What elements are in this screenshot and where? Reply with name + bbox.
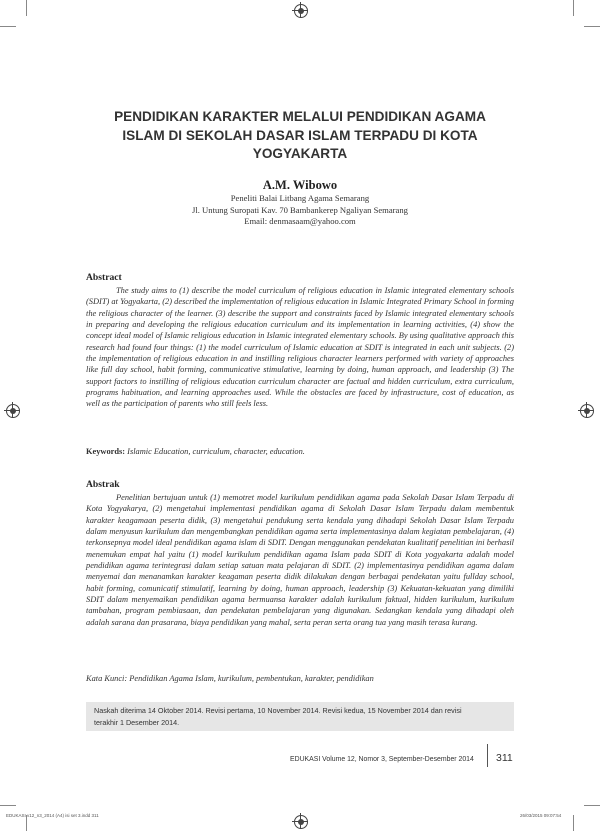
submission-info-box xyxy=(86,702,514,731)
crop-mark xyxy=(0,805,16,806)
footer-divider xyxy=(487,744,488,767)
crop-mark xyxy=(584,26,600,27)
registration-mark-top xyxy=(294,4,308,18)
affiliation-institution: Peneliti Balai Litbang Agama Semarang xyxy=(230,193,370,203)
abstrak-heading: Abstrak xyxy=(86,479,120,490)
title-line: ISLAM DI SEKOLAH DASAR ISLAM TERPADU DI KOTA xyxy=(122,127,478,143)
keywords-label: Keywords: xyxy=(86,447,126,456)
journal-footer: EDUKASI Volume 12, Nomor 3, September-Desember 2014 xyxy=(290,756,474,763)
keywords xyxy=(86,447,514,456)
crop-mark xyxy=(573,0,574,16)
abstract-text: The study aims to (1) describe the model curriculum of religious education in Islamic integrated elementary schools (SDIT) at Yogyakarta, (2) described the implementation of religious education in Islamic Integrated Primary School in forming the religious character of the learner. (3) describe the support and constraints faced by Islamic integrated elementary schools in preparing and developing the religious education curriculum and its implementation in learning activities, (4) show the concept ideal model of Islamic religious education in Islamic integrated elementary schools. By using qualitative approach this research had found four things: (1) the model curriculum of Islamic education at SDIT is integrated in each unit subjects. (2) the implementation of religious education in and instilling religious character learners performed with variety of approaches like full day school, habit forming, communicative stimulative, learning by doing, human approach, and leadership (3) The support factors to instilling of religious education curriculum character are factual and hidden curriculum, extra curriculum, programs habituation, and learning approaches used. While the obstacles are faced by infrastructure, cost of education, as well as the participation of parents who still feels less. xyxy=(86,286,514,409)
submission-line: terakhir 1 Desember 2014. xyxy=(94,717,180,727)
affiliation-email: Email: denmasaam@yahoo.com xyxy=(244,216,356,226)
registration-mark-left xyxy=(6,404,20,418)
author-name: A.M. Wibowo xyxy=(262,178,338,192)
registration-mark-bottom xyxy=(294,815,308,829)
author-affiliation xyxy=(0,193,600,228)
paper-title xyxy=(80,108,520,164)
submission-line: Naskah diterima 14 Oktober 2014. Revisi pertama, 10 November 2014. Revisi kedua, 15 November 2014 dan revisi xyxy=(94,706,462,715)
crop-mark xyxy=(573,815,574,831)
abstract-heading: Abstract xyxy=(86,272,122,283)
affiliation-address: Jl. Untung Suropati Kav. 70 Bambankerep Ngaliyan Semarang xyxy=(192,204,408,215)
title-line: YOGYAKARTA xyxy=(252,146,348,161)
crop-mark xyxy=(584,805,600,806)
crop-mark xyxy=(0,26,16,27)
crop-mark xyxy=(26,0,27,16)
registration-mark-right xyxy=(580,404,594,418)
title-line: PENDIDIKAN KARAKTER MELALUI PENDIDIKAN AGAMA xyxy=(114,109,486,124)
kata-kunci-value: Kata Kunci: Pendidikan Agama Islam, kurikulum, pembentukan, karakter, pendidikan xyxy=(86,674,374,683)
print-slug-date: 26/03/2015 09:07:54 xyxy=(520,813,562,818)
kata-kunci xyxy=(86,674,514,683)
print-slug-file: EDUKASI v12_n3_2014 (A4) isi set 3.indd 311 xyxy=(6,813,99,818)
page-number: 311 xyxy=(496,752,513,764)
keywords-value: Islamic Education, curriculum, character, education. xyxy=(127,447,305,456)
submission-dates xyxy=(94,705,506,728)
abstrak-text: Penelitian bertujuan untuk (1) memotret model kurikulum pendidikan agama pada Sekolah Dasar Islam Terpadu di Kota Yogyakarya, (2) mengetahui implementasi pendidikan agama di Sekolah Dasar Islam Terpadu dalam membentuk karakter keagamaan peserta didik, (3) mengetahui pendukung serta kendala yang dihadapi Sekolah Dasar Islam Terpadu dalam menyusun kurikulum dan mengembangkan pendidikan agama serta implementasinya dalam kegiatan pembelajaran, (4) terkonsepnya model ideal pendidikan agama islam di SDIT. Dengan menggunakan pendekatan kualitatif penelitian ini berhasil menemukan empat hal yaitu (1) model kurikulum pendidikan agama Islam pada SDIT di Kota yogyakarta adalah model pendidikan agama terintegrasi dalam setiap satuan mata pelajaran di SDIT. (2) implementasinya pendidikan agama dalam menyemai dan menanamkan karakter keagaman peserta didik dilakukan dengan berbagai pendekatan yaitu fullday school, habit forming, comunicatif stimulatif, learning by doing, human approach, leadership (3) Kekuatan-kekuatan yang dimiliki SDIT dalam menyemaikan pendidikan agama bermuansa karakter adalah kurikulum faktual, hidden kurikulum, kurikulum tambahan, program pembiasaan, dan pendekatan pembelajaran yang digunakan. Sedangkan kendala yang dihadapi oleh adalah sarana dan prasarana, biaya pendidikan yang mahal, serta peran serta orang tua yang masih terasa kurang. xyxy=(86,493,514,627)
